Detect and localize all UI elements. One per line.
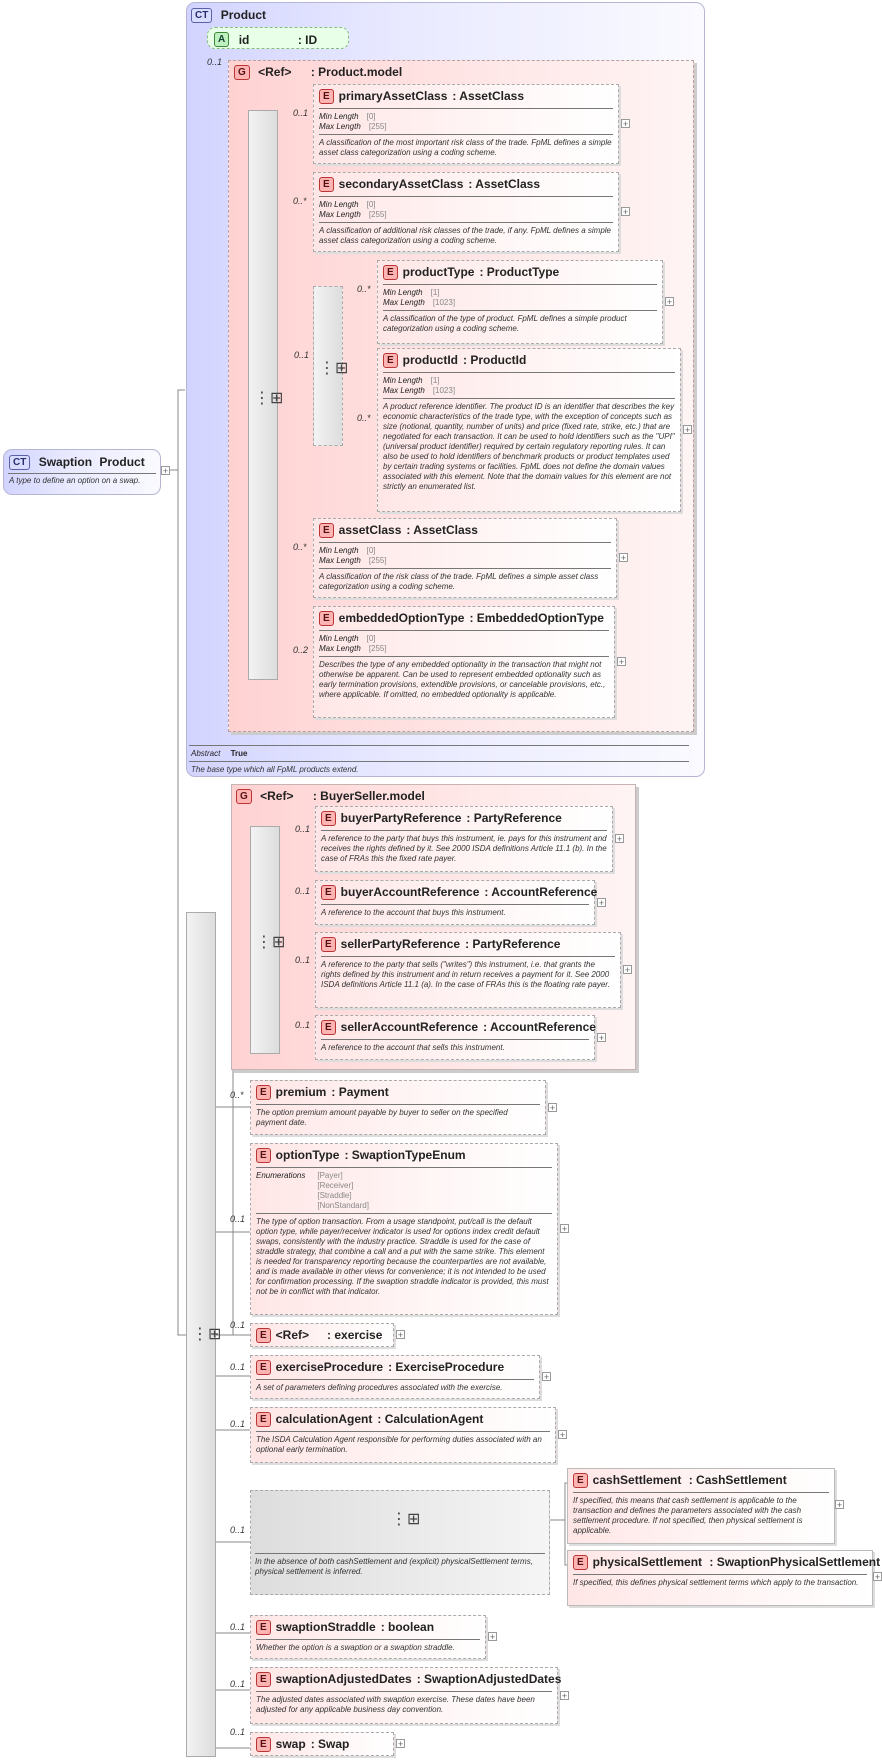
element-primaryAssetClass[interactable] xyxy=(313,84,619,164)
element-name: : exercise xyxy=(327,1328,383,1342)
settlement-choice-box xyxy=(250,1490,550,1595)
expand-toggle[interactable]: + xyxy=(559,1430,566,1440)
element-type: : AssetClass xyxy=(468,177,540,191)
choice-doc: In the absence of both cashSettlement and (explicit) physicalSettlement terms, physical settlement is inferred. xyxy=(255,1557,533,1576)
facet-label: Enumerations xyxy=(256,1171,306,1181)
element-badge: E xyxy=(256,1737,271,1752)
expand-toggle[interactable]: + xyxy=(489,1632,496,1642)
facet-value: [0] xyxy=(366,112,376,122)
expand-toggle[interactable]: + xyxy=(620,553,627,563)
element-badge: E xyxy=(319,611,334,626)
element-productId[interactable] xyxy=(377,348,681,512)
facet-label: Min Length xyxy=(319,200,359,210)
root-type-box[interactable] xyxy=(3,449,161,495)
element-calculationAgent[interactable] xyxy=(250,1407,556,1463)
occurrence: 0..1 xyxy=(230,1214,246,1224)
occurrence: 0..* xyxy=(230,1090,244,1100)
occurrence: 0..1 xyxy=(230,1320,246,1330)
abstract-value: True xyxy=(230,749,248,758)
element-optionType[interactable] xyxy=(250,1143,558,1315)
facet-value: [255] xyxy=(368,122,387,132)
element-badge: E xyxy=(319,89,334,104)
occurrence: 0..1 xyxy=(295,824,311,834)
occurrence: 0..2 xyxy=(293,645,309,655)
occurrence: 0..* xyxy=(357,413,371,423)
occurrence: 0..1 xyxy=(295,955,311,965)
element-name: sellerPartyReference xyxy=(340,937,461,951)
occurrence: 0..1 xyxy=(230,1622,246,1632)
element-type: : CalculationAgent xyxy=(377,1412,484,1426)
expand-toggle[interactable]: + xyxy=(616,834,623,844)
attribute-name: id xyxy=(238,33,250,47)
expand-toggle[interactable]: + xyxy=(561,1224,568,1234)
element-badge: E xyxy=(383,353,398,368)
choice-icon: ⋮⊞ xyxy=(391,1511,421,1528)
element-sellerAccountReference[interactable] xyxy=(315,1015,595,1060)
facet-value: [1023] xyxy=(432,298,456,308)
occurrence: 0..1 xyxy=(295,1020,311,1030)
occurrence: 0..* xyxy=(293,196,307,206)
element-name: sellerAccountReference xyxy=(340,1020,479,1034)
element-badge: E xyxy=(256,1148,271,1163)
element-badge: E xyxy=(256,1412,271,1427)
element-exerciseProcedure[interactable] xyxy=(250,1355,540,1399)
element-type: : EmbeddedOptionType xyxy=(469,611,604,625)
occurrence: 0..* xyxy=(293,542,307,552)
group-ref: <Ref> xyxy=(260,789,294,803)
element-productType[interactable] xyxy=(377,260,663,344)
element-badge: E xyxy=(256,1672,271,1687)
element-type: : ProductType xyxy=(479,265,560,279)
element-badge: E xyxy=(256,1328,271,1343)
element-physicalSettlement[interactable] xyxy=(567,1550,881,1606)
element-type: : SwaptionPhysicalSettlement xyxy=(709,1555,881,1569)
occurrence: 0..1 xyxy=(293,108,309,118)
facet-label: Max Length xyxy=(383,386,425,396)
group-ref: <Ref> xyxy=(258,65,292,79)
element-type: : AccountReference xyxy=(483,1020,596,1034)
expand-toggle[interactable]: + xyxy=(684,425,691,435)
element-assetClass[interactable] xyxy=(313,518,617,598)
root-type: Product xyxy=(99,455,145,469)
element-badge: E xyxy=(256,1360,271,1375)
element-badge: E xyxy=(321,937,336,952)
facet-value: [1] xyxy=(430,288,440,298)
expand-toggle[interactable]: + xyxy=(836,1500,843,1510)
occurrence: 0..* xyxy=(357,284,371,294)
root-doc: A type to define an option on a swap. xyxy=(9,476,141,486)
element-name: optionType xyxy=(275,1148,340,1162)
element-swaptionStraddle[interactable] xyxy=(250,1615,486,1659)
element-name: buyerAccountReference xyxy=(340,885,480,899)
expand-toggle[interactable]: + xyxy=(624,965,631,975)
facet-label: Max Length xyxy=(383,298,425,308)
facet-label: Min Length xyxy=(319,634,359,644)
element-secondaryAssetClass[interactable] xyxy=(313,172,619,252)
element-doc: A reference to the party that buys this instrument, ie. pays for this instrument and receives the rights defined by it. See 2000 ISDA definitions Article 11.1 (b). In the case of FRAs this the fixed rate payer. xyxy=(321,834,607,864)
element-doc: If specified, this means that cash settlement is applicable to the transaction and defines the parameters associated with the cash settlement procedure. If not specified, then physical settlement is applicable. xyxy=(573,1496,803,1536)
facet-value: [0] xyxy=(366,200,376,210)
expand-toggle[interactable]: + xyxy=(622,119,629,129)
element-type: : SwaptionTypeEnum xyxy=(344,1148,466,1162)
facet-label: Max Length xyxy=(319,122,361,132)
element-doc: A product reference identifier. The product ID is an identifier that describes the key economic characteristics of the trade type, with the exception of concepts such as size (notional, quantity, number of units) and price (fixed rate, strike, etc.) that are negotiated for each transaction. It can be used to hold identifiers such as the "UPI" (universal product identifier) required by certain regulatory reporting rules. It can also be used to hold identifiers of benchmark products or product templates used by certain trading systems or facilities. FpML does not define the domain values associated with this element. Note that the domain values for this element are not strictly an enumerated list. xyxy=(383,402,675,492)
element-doc: A reference to the account that buys this instrument. xyxy=(321,908,506,918)
choice-icon: ⋮⊞ xyxy=(319,360,349,377)
element-type: : ExerciseProcedure xyxy=(388,1360,505,1374)
expand-toggle[interactable]: + xyxy=(397,1739,404,1749)
element-badge: E xyxy=(256,1620,271,1635)
expand-toggle[interactable]: + xyxy=(549,1102,556,1113)
sequence-icon: ⋮⊞ xyxy=(254,390,284,407)
occurrence: 0..1 xyxy=(207,57,223,67)
element-doc: Whether the option is a swaption or a swaption straddle. xyxy=(256,1643,455,1653)
product-doc: The base type which all FpML products extend. xyxy=(191,765,359,774)
element-type: : Payment xyxy=(331,1085,389,1099)
element-type: : CashSettlement xyxy=(688,1473,787,1487)
sequence-icon: ⋮⊞ xyxy=(192,1326,222,1343)
facet-label: Min Length xyxy=(319,546,359,556)
element-doc: The adjusted dates associated with swaption exercise. These dates have been adjusted for any applicable business day convention. xyxy=(256,1695,535,1715)
element-type: : AssetClass xyxy=(406,523,478,537)
enum-value: [Payer] xyxy=(317,1171,343,1181)
element-doc: The type of option transaction. From a usage standpoint, put/call is the default option type, while payer/receiver indicator is used for options index credit default swaps, consistently with the industry practice. Straddle is used for the case of straddle strategy, that combine a call and a put with the same strike. This element is needed for transparency reporting because the counterparties are not available, and is made available in other views for convenience; it is not intended to be used for confirmation processing. If the swaption straddle indicator is provided, this must not be in conflict with that indicator. xyxy=(256,1217,549,1297)
occurrence: 0..1 xyxy=(295,886,311,896)
element-badge: E xyxy=(321,1020,336,1035)
facet-value: [1023] xyxy=(432,386,456,396)
group-name: : BuyerSeller.model xyxy=(312,789,425,803)
element-cashSettlement[interactable] xyxy=(567,1468,835,1544)
occurrence: 0..1 xyxy=(230,1727,246,1737)
facet-value: [255] xyxy=(368,644,387,654)
element-buyerPartyReference[interactable] xyxy=(315,806,613,872)
element-name: buyerPartyReference xyxy=(340,811,462,825)
expand-toggle[interactable]: + xyxy=(598,1032,605,1043)
expand-toggle[interactable]: + xyxy=(543,1372,550,1382)
product-name: Product xyxy=(220,8,267,22)
element-doc: If specified, this defines physical settlement terms which apply to the transaction. xyxy=(573,1578,859,1588)
element-name: swaptionStraddle xyxy=(275,1620,376,1634)
element-badge: E xyxy=(383,265,398,280)
element-type: : Swap xyxy=(310,1737,350,1751)
enum-value: [Receiver] xyxy=(317,1181,354,1191)
attribute-type: : ID xyxy=(297,33,318,47)
facet-label: Min Length xyxy=(383,288,423,298)
element-name: productType xyxy=(402,265,475,279)
element-type: : AccountReference xyxy=(484,885,598,899)
element-doc: A reference to the account that sells this instrument. xyxy=(321,1043,505,1053)
element-doc: A classification of the type of product. FpML defines a simple product categorization using a coding scheme. xyxy=(383,314,627,334)
facet-value: [255] xyxy=(368,210,387,220)
element-swap[interactable] xyxy=(250,1732,394,1756)
element-name: productId xyxy=(402,353,458,367)
element-doc: Describes the type of any embedded optionality in the transaction that might not otherwise be apparent. Can be used to represent embedded optionality such as early termination provisions, extendible provisions, or cancelable provisions, etc., where applicable. If omitted, no embedded optionality is applicable. xyxy=(319,660,606,700)
element-buyerAccountReference[interactable] xyxy=(315,880,598,925)
element-name: swaptionAdjustedDates xyxy=(275,1672,412,1686)
element-sellerPartyReference[interactable] xyxy=(315,932,621,1008)
facet-label: Max Length xyxy=(319,644,361,654)
element-type: : boolean xyxy=(380,1620,435,1634)
complex-type-badge: CT xyxy=(9,455,30,470)
element-type: : AssetClass xyxy=(452,89,524,103)
element-doc: A classification of the most important risk class of the trade. FpML defines a simple asset class categorization using a coding scheme. xyxy=(319,138,612,158)
element-doc: A set of parameters defining procedures associated with the exercise. xyxy=(256,1383,503,1393)
expand-toggle[interactable]: + xyxy=(622,207,629,217)
expand-toggle[interactable]: + xyxy=(874,1572,881,1582)
attribute-badge: A xyxy=(214,32,229,47)
expand-toggle[interactable]: + xyxy=(561,1690,568,1701)
group-badge: G xyxy=(234,65,250,80)
element-type: : SwaptionAdjustedDates xyxy=(416,1672,562,1686)
element-name: primaryAssetClass xyxy=(338,89,448,103)
facet-label: Min Length xyxy=(319,112,359,122)
root-name: Swaption xyxy=(38,455,93,469)
element-doc: The ISDA Calculation Agent responsible for performing duties associated with an optional early termination. xyxy=(256,1435,542,1455)
element-name: embeddedOptionType xyxy=(338,611,465,625)
expand-toggle[interactable]: + xyxy=(397,1330,404,1340)
enum-value: [Straddle] xyxy=(317,1191,352,1201)
element-badge: E xyxy=(256,1085,271,1100)
facet-label: Max Length xyxy=(319,556,361,566)
element-type: : PartyReference xyxy=(465,937,561,951)
expand-toggle[interactable]: + xyxy=(162,466,169,476)
occurrence: 0..1 xyxy=(230,1525,246,1535)
element-badge: E xyxy=(321,811,336,826)
facet-label: Min Length xyxy=(383,376,423,386)
occurrence: 0..1 xyxy=(230,1419,246,1429)
facet-value: [0] xyxy=(366,546,376,556)
element-badge: E xyxy=(321,885,336,900)
element-name: premium xyxy=(275,1085,327,1099)
group-name: : Product.model xyxy=(310,65,403,79)
element-embeddedOptionType[interactable] xyxy=(313,606,615,718)
expand-toggle[interactable]: + xyxy=(666,297,673,307)
element-doc: A reference to the party that sells ("writes") this instrument, i.e. that grants the rights defined by this instrument and in return receives a payment for it. See 2000 ISDA definitions Article 11.1 (a). In the case of FRAs this is the floating rate payer. xyxy=(321,960,610,990)
element-badge: E xyxy=(573,1473,588,1488)
element-name: secondaryAssetClass xyxy=(338,177,464,191)
element-: exercise[interactable] xyxy=(250,1323,394,1347)
facet-value: [1] xyxy=(430,376,440,386)
element-name: exerciseProcedure xyxy=(275,1360,384,1374)
element-ref: <Ref> xyxy=(275,1328,310,1342)
element-type: : ProductId xyxy=(463,353,527,367)
facet-label: Max Length xyxy=(319,210,361,220)
element-name: physicalSettlement xyxy=(592,1555,703,1569)
element-name: calculationAgent xyxy=(275,1412,373,1426)
attribute-id[interactable] xyxy=(207,27,349,49)
element-doc: A classification of the risk class of the trade. FpML defines a simple asset class categorization using a coding scheme. xyxy=(319,572,599,592)
enum-value: [NonStandard] xyxy=(317,1201,369,1211)
element-doc: The option premium amount payable by buyer to seller on the specified payment date. xyxy=(256,1108,508,1128)
element-name: swap xyxy=(275,1737,306,1751)
element-type: : PartyReference xyxy=(466,811,562,825)
facet-value: [0] xyxy=(366,634,376,644)
element-premium[interactable] xyxy=(250,1080,546,1135)
element-doc: A classification of additional risk classes of the trade, if any. FpML defines a simple asset class categorization using a coding scheme. xyxy=(319,226,611,246)
element-swaptionAdjustedDates[interactable] xyxy=(250,1667,562,1724)
complex-type-badge: CT xyxy=(191,8,212,23)
facet-value: [255] xyxy=(368,556,387,566)
element-badge: E xyxy=(319,177,334,192)
element-badge: E xyxy=(319,523,334,538)
expand-toggle[interactable]: + xyxy=(618,657,625,667)
group-badge: G xyxy=(236,789,252,804)
element-badge: E xyxy=(573,1555,588,1570)
sequence-icon: ⋮⊞ xyxy=(256,934,286,951)
occurrence: 0..1 xyxy=(230,1679,246,1689)
occurrence: 0..1 xyxy=(230,1362,246,1372)
element-name: cashSettlement xyxy=(592,1473,682,1487)
choice-occurrence: 0..1 xyxy=(294,350,310,360)
abstract-label: Abstract xyxy=(191,749,221,758)
element-name: assetClass xyxy=(338,523,402,537)
expand-toggle[interactable]: + xyxy=(598,897,605,908)
